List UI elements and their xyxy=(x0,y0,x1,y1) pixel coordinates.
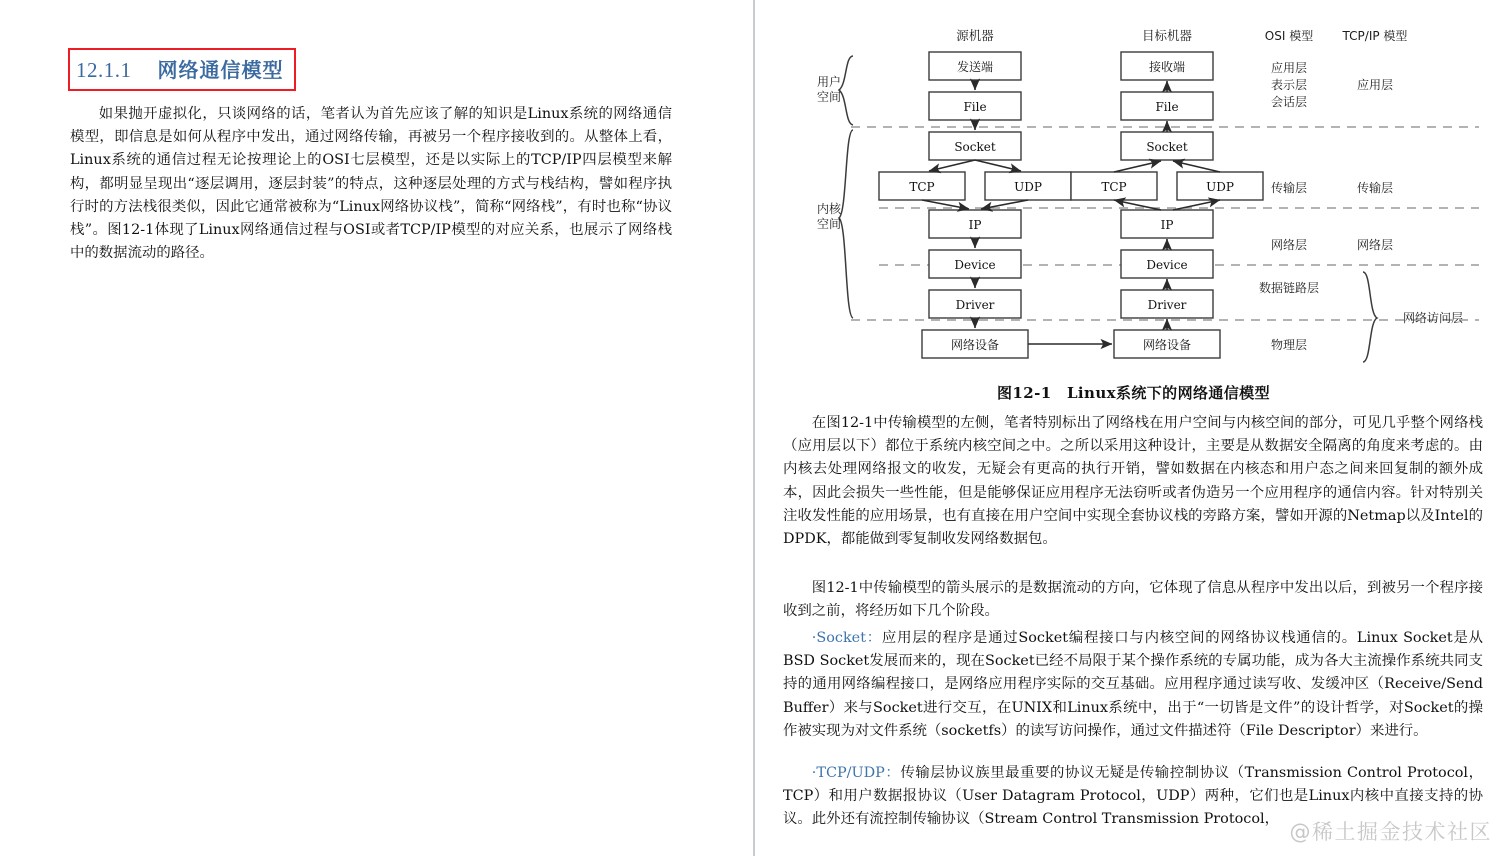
figure-12-1 xyxy=(817,22,1497,377)
osi-layer-session: 会话层 xyxy=(1270,95,1308,109)
diagram-header-tcpip: TCP/IP 模型 xyxy=(1342,29,1408,43)
osi-layer-presentation: 表示层 xyxy=(1270,78,1308,92)
source-node-boxes xyxy=(879,52,1071,358)
kernel-space-label-line2: 空间 xyxy=(817,217,842,231)
node-label-source-sender: 发送端 xyxy=(956,60,994,74)
node-label-source-udp: UDP xyxy=(1014,180,1042,194)
user-space-label-line1: 用户 xyxy=(817,75,842,89)
page-title: 网络通信模型 xyxy=(157,58,284,82)
node-label-source-file: File xyxy=(963,100,987,114)
user-space-label-line2: 空间 xyxy=(817,90,842,104)
right-body-paragraph-2: 图12-1中传输模型的箭头展示的是数据流动的方向，它体现了信息从程序中发出以后，到被另一个程序接收到之前，将经历如下几个阶段。 xyxy=(783,580,1483,620)
tcpip-layer-network: 网络层 xyxy=(1356,238,1394,252)
section-heading xyxy=(68,48,296,91)
node-label-source-device: Device xyxy=(954,258,996,272)
osi-layer-transport: 传输层 xyxy=(1270,181,1308,195)
network-communication-model-diagram xyxy=(817,22,1497,377)
node-label-source-netdevice: 网络设备 xyxy=(950,338,1000,352)
bullet-socket xyxy=(783,627,1483,743)
tcpip-layer-application: 应用层 xyxy=(1356,78,1394,92)
node-label-target-socket: Socket xyxy=(1146,140,1188,154)
node-label-target-receiver: 接收端 xyxy=(1148,60,1186,74)
node-label-source-ip: IP xyxy=(968,218,982,232)
tcpip-layer-netaccess: 网络访问层 xyxy=(1402,311,1464,325)
node-label-target-driver: Driver xyxy=(1147,298,1187,312)
section-number: 12.1.1 xyxy=(76,58,132,82)
bullet-socket-text: 应用层的程序是通过Socket编程接口与内核空间的网络协议栈通信的。Linux Socket是从BSD Socket发展而来的，现在Socket已经不局限于某个操作系统的专属功能，成为各大主流操作系统共同支持的通用网络编程接口，是网络应用程序实际的交互基础。应用程序通过读写收、发缓冲区（Receive/Send Buffer）来与Socket进行交互，在UNIX和Linux系统中，出于“一切皆是文件”的设计哲学，对Socket的操作被实现为对文件系统（socketfs）的读写访问操作，通过文件描述符（File Descriptor）来进行。 xyxy=(783,630,1483,739)
bullet-tcp-udp-term: ·TCP/UDP： xyxy=(811,765,901,781)
node-label-target-netdevice: 网络设备 xyxy=(1142,338,1192,352)
target-node-boxes xyxy=(1071,52,1263,358)
node-label-source-tcp: TCP xyxy=(909,180,935,194)
node-label-source-driver: Driver xyxy=(955,298,995,312)
node-label-target-ip: IP xyxy=(1160,218,1174,232)
osi-layer-labels xyxy=(1259,60,1319,352)
osi-layer-application: 应用层 xyxy=(1270,61,1308,75)
node-label-target-device: Device xyxy=(1146,258,1188,272)
figure-caption: 图12-1 Linux系统下的网络通信模型 xyxy=(997,384,1270,402)
osi-layer-physical: 物理层 xyxy=(1270,338,1308,352)
node-label-target-udp: UDP xyxy=(1206,180,1234,194)
network-access-layer-bracket xyxy=(1363,272,1377,362)
left-body-paragraph: 如果抛开虚拟化，只谈网络的话，笔者认为首先应该了解的知识是Linux系统的网络通信模型，即信息是如何从程序中发出，通过网络传输，再被另一个程序接收到的。从整体上看，Linux系统的通信过程无论按理论上的OSI七层模型，还是以实际上的TCP/IP四层模型来解构，都明显呈现出“逐层调用，逐层封装”的特点，这种逐层处理的方式与栈结构，譬如程序执行时的方法栈很类似，因此它通常被称为“Linux网络协议栈”，简称“网络栈”，有时也称“协议栈”。图12-1体现了Linux网络通信过程与OSI或者TCP/IP模型的对应关系，也展示了网络栈中的数据流动的路径。 xyxy=(70,106,672,262)
diagram-header-osi: OSI 模型 xyxy=(1264,29,1314,43)
user-space-bracket xyxy=(839,56,853,125)
kernel-space-label-line1: 内核 xyxy=(817,202,842,216)
node-label-target-tcp: TCP xyxy=(1101,180,1127,194)
kernel-space-bracket xyxy=(839,130,853,318)
node-label-source-socket: Socket xyxy=(954,140,996,154)
bullet-tcp-udp-text: 传输层协议族里最重要的协议无疑是传输控制协议（Transmission Control Protocol，TCP）和用户数据报协议（User Datagram Protocol，UDP）两种，它们也是Linux内核中直接支持的协议。此外还有流控制传输协议（Stream Control Transmission Protocol， xyxy=(783,765,1483,828)
osi-layer-network: 网络层 xyxy=(1270,238,1308,252)
right-body-paragraph-1: 在图12-1中传输模型的左侧，笔者特别标出了网络栈在用户空间与内核空间的部分，可见几乎整个网络栈（应用层以下）都位于系统内核空间之中。之所以采用这种设计，主要是从数据安全隔离的角度来考虑的。由内核去处理网络报文的收发，无疑会有更高的执行开销，譬如数据在内核态和用户态之间来回复制的额外成本，因此会损失一些性能，但是能够保证应用程序无法窃听或者伪造另一个应用程序的通信内容。针对特别关注收发性能的应用场景，也有直接在用户空间中实现全套协议栈的旁路方案，譬如开源的Netmap以及Intel的DPDK，都能做到零复制收发网络数据包。 xyxy=(783,415,1483,548)
tcpip-layer-labels xyxy=(1357,77,1463,325)
tcpip-layer-transport: 传输层 xyxy=(1356,181,1394,195)
node-label-target-file: File xyxy=(1155,100,1179,114)
osi-layer-datalink: 数据链路层 xyxy=(1258,281,1320,295)
site-watermark: @稀土掘金技术社区 xyxy=(1289,820,1492,844)
bullet-socket-term: ·Socket： xyxy=(811,630,882,646)
right-page xyxy=(755,0,1512,856)
left-page xyxy=(0,0,753,856)
diagram-header-source: 源机器 xyxy=(956,28,994,43)
space-brackets xyxy=(839,56,853,318)
diagram-header-target: 目标机器 xyxy=(1141,28,1193,43)
